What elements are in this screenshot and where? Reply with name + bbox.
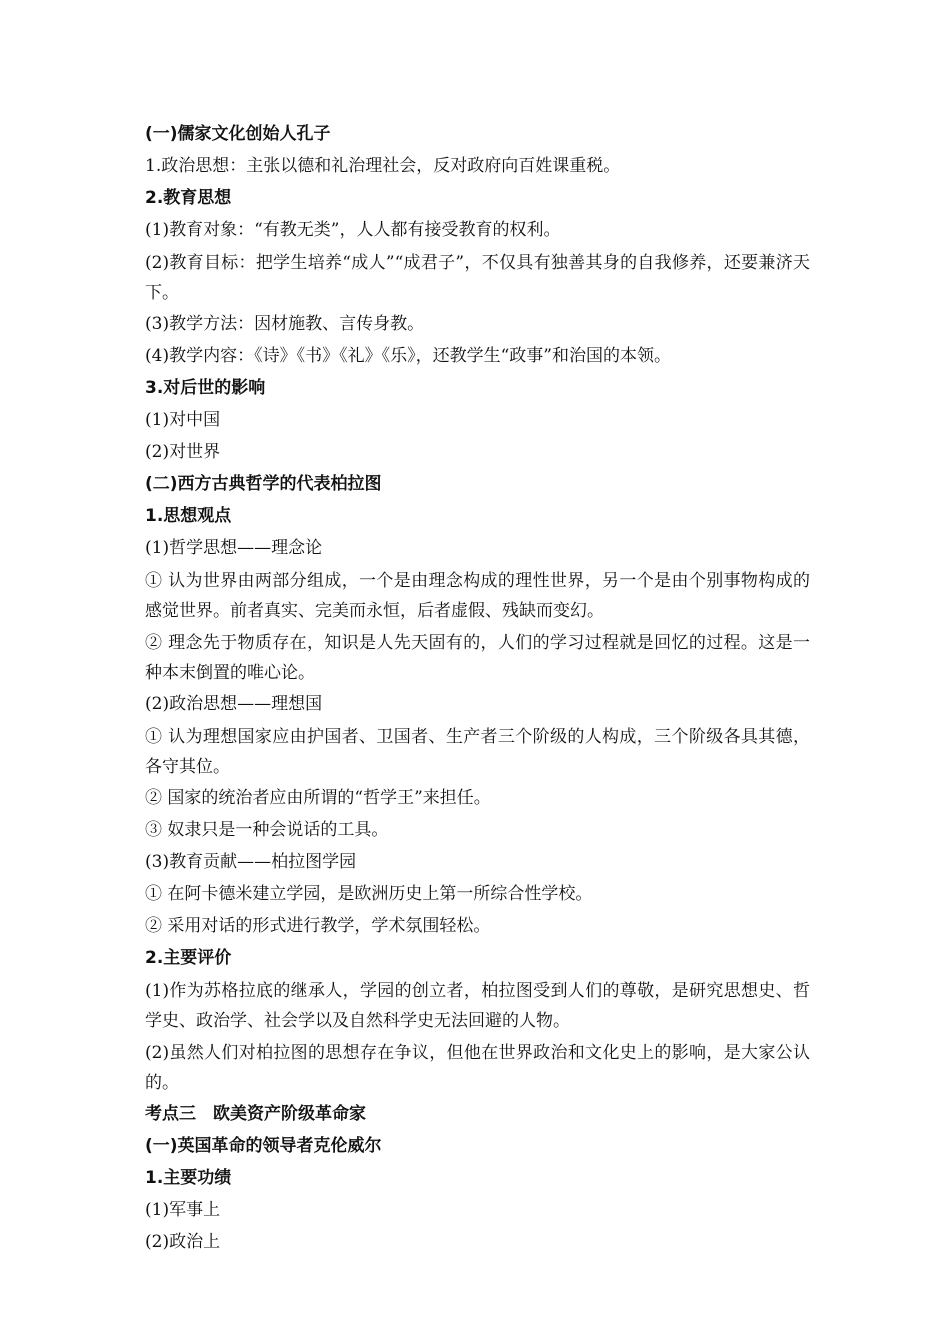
section-heading-plato: (二)西方古典哲学的代表柏拉图 [145,474,382,494]
paragraph-academy-founded: ① 在阿卡德米建立学园，是欧洲历史上第一所综合性学校。 [145,884,593,904]
subheading-thought-views: 1.思想观点 [145,506,232,526]
subheading-evaluation: 2.主要评价 [145,948,232,968]
subheading-achievements: 1.主要功绩 [145,1168,232,1188]
paragraph-slaves: ③ 奴隶只是一种会说话的工具。 [145,820,389,840]
subheading-education-thought: 2.教育思想 [145,188,232,208]
section-heading-cromwell: (一)英国革命的领导者克伦威尔 [145,1136,382,1156]
paragraph-three-classes: ① 认为理想国家应由护国者、卫国者、生产者三个阶级的人构成，三个阶级各具其德，各守其位。 [145,727,810,777]
paragraph-evaluation-2: (2)虽然人们对柏拉图的思想存在争议，但他在世界政治和文化史上的影响，是大家公认的。 [145,1043,810,1093]
paragraph-dialogue-teaching: ② 采用对话的形式进行教学，学术氛围轻松。 [145,916,491,936]
section-heading-topic-three: 考点三 欧美资产阶级革命家 [145,1104,366,1124]
list-item-china: (1)对中国 [145,410,221,430]
list-item-republic: (2)政治思想——理想国 [145,694,323,714]
paragraph-teaching-content: (4)教学内容：《诗》《书》《礼》《乐》，还教学生“政事”和治国的本领。 [145,346,671,366]
subheading-influence: 3.对后世的影响 [145,378,266,398]
paragraph-teaching-method: (3)教学方法：因材施教、言传身教。 [145,314,425,334]
paragraph-philosopher-king: ② 国家的统治者应由所谓的“哲学王”来担任。 [145,788,491,808]
paragraph-idea-before-matter: ② 理念先于物质存在，知识是人先天固有的，人们的学习过程就是回忆的过程。这是一种本末倒置的唯心论。 [145,633,810,683]
list-item-academy: (3)教育贡献——柏拉图学园 [145,852,357,872]
section-heading-confucius: (一)儒家文化创始人孔子 [145,124,331,144]
list-item-philosophy: (1)哲学思想——理念论 [145,538,323,558]
paragraph-education-object: (1)教育对象：“有教无类”，人人都有接受教育的权利。 [145,220,561,240]
paragraph-two-worlds: ① 认为世界由两部分组成，一个是由理念构成的理性世界，另一个是由个别事物构成的感觉世界。前者真实、完美而永恒，后者虚假、残缺而变幻。 [145,571,810,621]
paragraph-evaluation-1: (1)作为苏格拉底的继承人，学园的创立者，柏拉图受到人们的尊敬，是研究思想史、哲学史、政治学、社会学以及自然科学史无法回避的人物。 [145,981,810,1031]
list-item-military: (1)军事上 [145,1200,221,1220]
list-item-political: (2)政治上 [145,1232,221,1252]
list-item-world: (2)对世界 [145,442,221,462]
paragraph-education-goal: (2)教育目标：把学生培养“成人”“成君子”，不仅具有独善其身的自我修养，还要兼济天下。 [145,253,810,303]
document-body [145,118,810,1258]
paragraph-political-thought: 1.政治思想：主张以德和礼治理社会，反对政府向百姓课重税。 [145,156,621,176]
